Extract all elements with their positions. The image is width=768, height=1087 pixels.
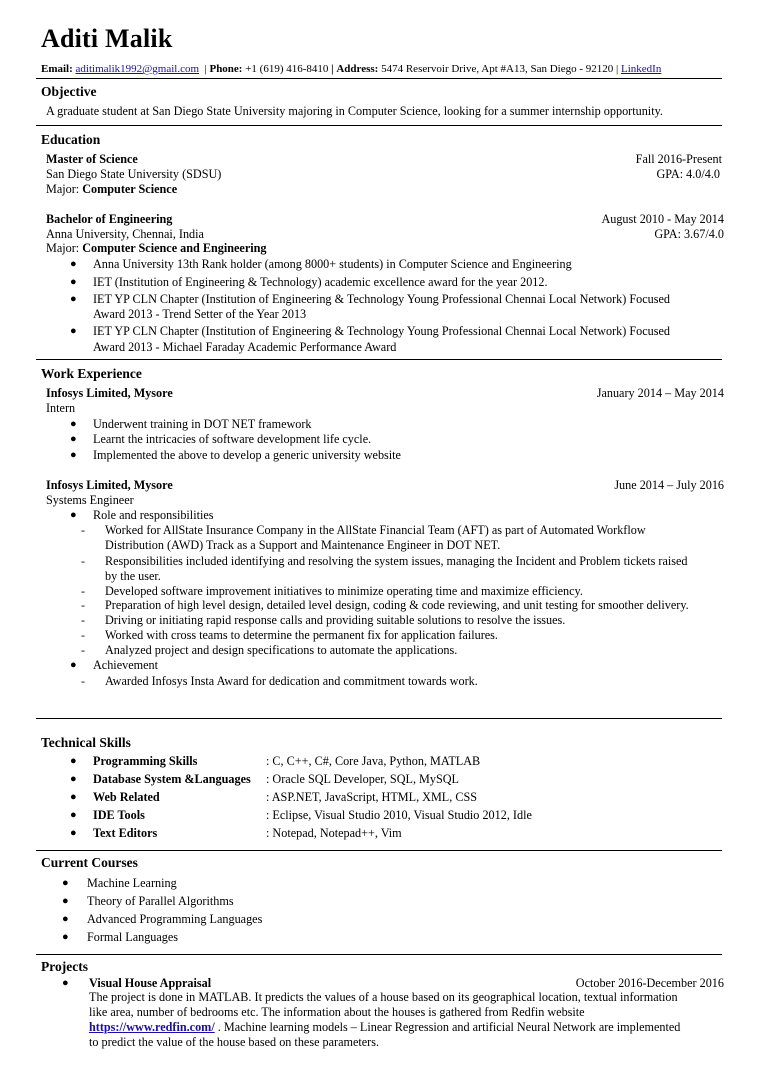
address-label: Address: — [336, 63, 379, 75]
project-description — [89, 1020, 680, 1035]
dash-icon: - — [81, 554, 85, 568]
bullet-icon: ● — [70, 809, 77, 821]
skill-label: IDE Tools — [93, 808, 145, 822]
bullet-icon: ● — [70, 509, 77, 521]
be-degree: Bachelor of Engineering — [46, 212, 173, 226]
be-major — [46, 241, 267, 256]
redfin-link[interactable]: https://www.redfin.com/ — [89, 1020, 215, 1034]
phone-label: Phone: — [209, 63, 243, 75]
bullet-icon: ● — [70, 258, 77, 270]
bullet-icon: ● — [70, 276, 77, 288]
major-label: Major: — [46, 241, 80, 255]
list-item: Achievement — [93, 658, 158, 672]
course-item: Formal Languages — [87, 930, 179, 944]
linkedin-link[interactable]: LinkedIn — [621, 63, 662, 75]
list-item: Implemented the above to develop a generic university website — [93, 448, 401, 462]
sub-item: Developed software improvement initiatives to minimize operating time and maximize efficiency. — [105, 584, 583, 598]
dash-icon: - — [81, 523, 85, 537]
divider — [36, 850, 722, 851]
sub-item: Preparation of high level design, detailed level design, coding & code reviewing, and unit testing for smoother delivery. — [105, 598, 689, 612]
bullet-icon: ● — [70, 293, 77, 305]
bullet-icon: ● — [62, 977, 69, 989]
ms-gpa: GPA: 4.0/4.0 — [656, 167, 720, 181]
email-label: Email: — [41, 63, 73, 75]
list-item: Learnt the intricacies of software development life cycle. — [93, 432, 372, 446]
bullet-icon: ● — [62, 913, 69, 925]
bullet-icon: ● — [70, 433, 77, 445]
address-value: 5474 Reservoir Drive, Apt #A13, San Diego - 92120 — [381, 63, 614, 75]
contact-line — [41, 63, 661, 75]
bullet-icon: ● — [70, 791, 77, 803]
list-item: Anna University 13th Rank holder (among 8000+ students) in Computer Science and Engineering — [93, 257, 572, 271]
bullet-icon: ● — [70, 755, 77, 767]
job1-role: Intern — [46, 401, 76, 415]
course-item: Theory of Parallel Algorithms — [87, 894, 234, 908]
list-item-continued: Award 2013 - Michael Faraday Academic Performance Award — [93, 340, 397, 354]
job1-company: Infosys Limited, Mysore — [46, 386, 173, 400]
section-heading-courses: Current Courses — [41, 855, 138, 870]
skill-value: : Oracle SQL Developer, SQL, MySQL — [266, 772, 460, 786]
major-label: Major: — [46, 182, 80, 196]
ms-major — [46, 182, 177, 197]
divider — [36, 954, 722, 955]
project-description: like area, number of bedrooms etc. The information about the houses is gathered from Redfin website — [89, 1005, 585, 1019]
project-description: The project is done in MATLAB. It predicts the values of a house based on its geographical location, textual information — [89, 990, 678, 1004]
list-item: IET YP CLN Chapter (Institution of Engineering & Technology Young Professional Chennai Local Network) Focused — [93, 292, 670, 306]
section-heading-projects: Projects — [41, 959, 88, 974]
list-item: IET YP CLN Chapter (Institution of Engineering & Technology Young Professional Chennai Local Network) Focused — [93, 324, 670, 338]
be-gpa: GPA: 3.67/4.0 — [654, 227, 724, 241]
dash-icon: - — [81, 643, 85, 657]
dash-icon: - — [81, 628, 85, 642]
course-item: Machine Learning — [87, 876, 177, 890]
sub-item: Awarded Infosys Insta Award for dedication and commitment towards work. — [105, 674, 478, 688]
skill-label: Database System &Languages — [93, 772, 251, 786]
project-title: Visual House Appraisal — [89, 976, 212, 990]
list-item: Role and responsibilities — [93, 508, 214, 522]
divider — [36, 359, 722, 360]
separator: | — [204, 63, 207, 75]
sub-item: Worked with cross teams to determine the permanent fix for application failures. — [105, 628, 498, 642]
job2-role: Systems Engineer — [46, 493, 134, 507]
be-school: Anna University, Chennai, India — [46, 227, 204, 241]
skill-value: : ASP.NET, JavaScript, HTML, XML, CSS — [266, 790, 478, 804]
sub-item-continued: Distribution (AWD) Track as a Support and Maintenance Engineer in DOT NET. — [105, 538, 501, 552]
sub-item: Responsibilities included identifying and resolving the system issues, managing the Incident and Problem tickets raised — [105, 554, 688, 568]
bullet-icon: ● — [62, 877, 69, 889]
sub-item: Worked for AllState Insurance Company in the AllState Financial Team (AFT) as part of Automated Workflow — [105, 523, 646, 537]
ms-school: San Diego State University (SDSU) — [46, 167, 222, 181]
dash-icon: - — [81, 598, 85, 612]
divider — [36, 78, 722, 79]
separator: | — [616, 63, 619, 75]
candidate-name: Aditi Malik — [41, 24, 173, 53]
dash-icon: - — [81, 674, 85, 688]
sub-item-continued: by the user. — [105, 569, 161, 583]
course-item: Advanced Programming Languages — [87, 912, 263, 926]
job2-company: Infosys Limited, Mysore — [46, 478, 173, 492]
skill-label: Web Related — [93, 790, 160, 804]
bullet-icon: ● — [70, 325, 77, 337]
dash-icon: - — [81, 613, 85, 627]
list-item: Underwent training in DOT NET framework — [93, 417, 312, 431]
skill-value: : Eclipse, Visual Studio 2010, Visual Studio 2012, Idle — [266, 808, 532, 822]
bullet-icon: ● — [70, 659, 77, 671]
phone-value: +1 (619) 416-8410 — [245, 63, 329, 75]
project-description: to predict the value of the house based on these parameters. — [89, 1035, 380, 1049]
skill-value: : Notepad, Notepad++, Vim — [266, 826, 402, 840]
divider — [36, 125, 722, 126]
job2-dates: June 2014 – July 2016 — [614, 478, 724, 492]
skill-value: : C, C++, C#, Core Java, Python, MATLAB — [266, 754, 481, 768]
bullet-icon: ● — [70, 418, 77, 430]
bullet-icon: ● — [62, 895, 69, 907]
major-value: Computer Science — [82, 182, 178, 196]
ms-degree: Master of Science — [46, 152, 138, 166]
objective-text: A graduate student at San Diego State University majoring in Computer Science, looking for a summer internship opportunity. — [46, 104, 663, 118]
list-item-continued: Award 2013 - Trend Setter of the Year 2013 — [93, 307, 307, 321]
be-dates: August 2010 - May 2014 — [601, 212, 724, 226]
section-heading-education: Education — [41, 132, 101, 147]
ms-dates: Fall 2016-Present — [635, 152, 722, 166]
email-link[interactable]: aditimalik1992@gmail.com — [75, 63, 200, 75]
project-dates: October 2016-December 2016 — [575, 976, 724, 990]
sub-item: Analyzed project and design specifications to automate the applications. — [105, 643, 458, 657]
section-heading-skills: Technical Skills — [41, 735, 131, 750]
section-heading-work: Work Experience — [41, 366, 142, 381]
skill-label: Programming Skills — [93, 754, 198, 768]
list-item: IET (Institution of Engineering & Technology) academic excellence award for the year 2012. — [93, 275, 548, 289]
bullet-icon: ● — [70, 773, 77, 785]
divider — [36, 718, 722, 719]
major-value: Computer Science and Engineering — [82, 241, 267, 255]
job1-dates: January 2014 – May 2014 — [596, 386, 724, 400]
section-heading-objective: Objective — [41, 84, 97, 99]
separator: | — [331, 63, 334, 75]
bullet-icon: ● — [70, 827, 77, 839]
project-text: . Machine learning models – Linear Regression and artificial Neural Network are implemented — [217, 1020, 681, 1034]
bullet-icon: ● — [70, 449, 77, 461]
sub-item: Driving or initiating rapid response calls and providing suitable solutions to resolve the issues. — [105, 613, 566, 627]
skill-label: Text Editors — [93, 826, 158, 840]
bullet-icon: ● — [62, 931, 69, 943]
dash-icon: - — [81, 584, 85, 598]
